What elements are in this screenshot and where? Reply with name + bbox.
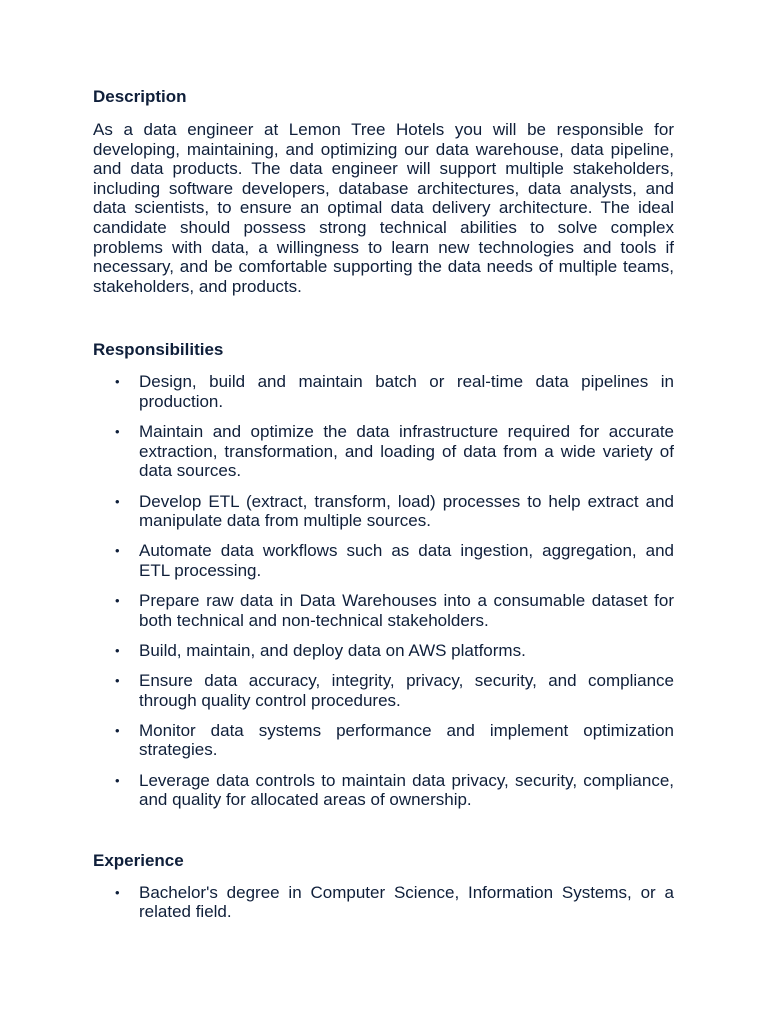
list-item-text: Develop ETL (extract, transform, load) processes to help extract and manipulate data from multiple sources. <box>139 491 674 531</box>
list-item <box>93 422 674 481</box>
bullet-icon: • <box>115 772 120 788</box>
responsibilities-section <box>93 339 674 809</box>
responsibilities-heading: Responsibilities <box>93 340 224 360</box>
experience-section <box>93 850 674 922</box>
document-page <box>93 86 674 933</box>
responsibilities-list <box>93 372 674 809</box>
description-text: As a data engineer at Lemon Tree Hotels you will be responsible for developing, maintaining, and optimizing our data warehouse, data pipeline, and data products. The data engineer will support multiple stakeholders, including software developers, database architectures, data analysts, and data scientists, to ensure an optimal data delivery architecture. The ideal candidate should possess strong technical abilities to solve complex problems with data, a willingness to learn new technologies and tools if necessary, and be comfortable supporting the data needs of multiple teams, stakeholders, and products. <box>93 120 674 296</box>
list-item-text: Automate data workflows such as data ingestion, aggregation, and ETL processing. <box>139 541 674 580</box>
experience-list <box>93 883 674 922</box>
bullet-icon: • <box>115 884 120 900</box>
description-section <box>93 86 674 296</box>
list-item <box>93 541 674 580</box>
list-item-text: Leverage data controls to maintain data privacy, security, compliance, and quality for allocated areas of ownership. <box>139 770 674 810</box>
list-item <box>93 492 674 531</box>
bullet-icon: • <box>115 593 120 609</box>
list-item-text: Maintain and optimize the data infrastructure required for accurate extraction, transformation, and loading of data from a wide variety of data sources. <box>139 422 674 481</box>
list-item-text: Design, build and maintain batch or real-time data pipelines in production. <box>139 372 674 411</box>
bullet-icon: • <box>115 543 120 559</box>
list-item-text: Monitor data systems performance and implement optimization strategies. <box>139 720 674 760</box>
list-item <box>93 641 674 661</box>
list-item <box>93 771 674 810</box>
description-heading: Description <box>93 87 187 106</box>
list-item-text: Build, maintain, and deploy data on AWS platforms. <box>139 640 526 660</box>
list-item-text: Bachelor's degree in Computer Science, Information Systems, or a related field. <box>139 882 674 922</box>
bullet-icon: • <box>115 722 120 738</box>
bullet-icon: • <box>115 493 120 509</box>
bullet-icon: • <box>115 374 120 390</box>
list-item-text: Prepare raw data in Data Warehouses into a consumable dataset for both technical and non-technical stakeholders. <box>139 591 674 630</box>
list-item-text: Ensure data accuracy, integrity, privacy, security, and compliance through quality control procedures. <box>139 671 674 710</box>
list-item <box>93 883 674 922</box>
bullet-icon: • <box>115 424 120 440</box>
list-item <box>93 671 674 710</box>
bullet-icon: • <box>115 642 120 658</box>
list-item <box>93 721 674 760</box>
bullet-icon: • <box>115 673 120 689</box>
list-item <box>93 372 674 411</box>
list-item <box>93 591 674 630</box>
experience-heading: Experience <box>93 850 184 870</box>
